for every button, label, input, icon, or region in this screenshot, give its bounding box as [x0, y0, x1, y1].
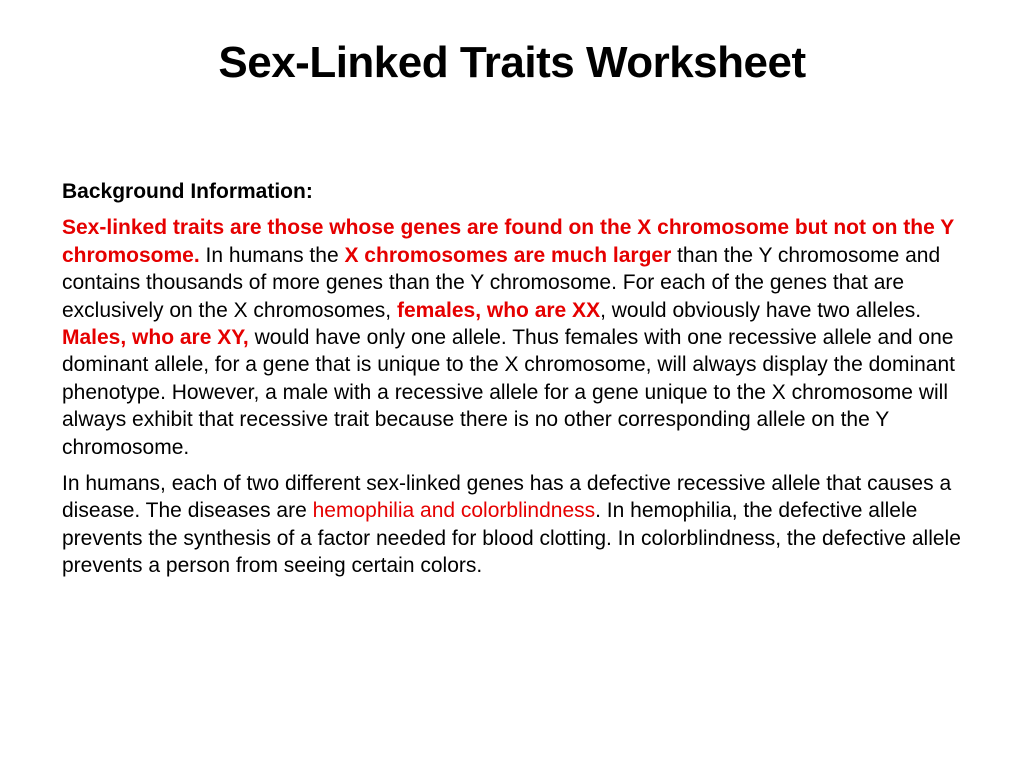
paragraph-text: than the Y chromosome and contains thousands of more genes than the Y chromosome. For each of the genes that are exclusively on the X chromosomes, [62, 243, 941, 322]
page-title: Sex-Linked Traits Worksheet [218, 38, 806, 87]
emphasis-males-xy: Males, who are XY, [62, 326, 249, 350]
paragraph-text: In humans, each of two different sex-linked genes has a defective recessive allele that causes a disease. The diseases are [62, 472, 952, 523]
paragraph-text: , would obviously have two alleles. [600, 298, 922, 322]
emphasis-diseases: hemophilia and colorblindness [312, 499, 596, 523]
paragraph-text: would have only one allele. Thus females with one recessive allele and one dominant allele, for a gene that is unique to the X chromosome, will always display the dominant phenotype. However, a male with a recessive allele for a gene unique to the X chromosome will always exhibit that recessive trait because there is no other corresponding allele on the Y chromosome. [62, 326, 955, 459]
emphasis-x-larger: X chromosomes are much larger [344, 243, 672, 267]
emphasis-females-xx: females, who are XX [396, 298, 601, 322]
paragraph-text: In humans the [199, 243, 345, 267]
paragraph-diseases [62, 470, 974, 580]
slide-body [62, 178, 974, 589]
section-heading: Background Information: [62, 180, 313, 203]
emphasis-sex-linked-definition: Sex-linked traits are those whose genes are found on the X chromosome but not on the Y chromosome. [62, 216, 954, 267]
paragraph-background [62, 214, 974, 461]
paragraph-text: . In hemophilia, the defective allele prevents the synthesis of a factor needed for blood clotting. In colorblindness, the defective allele prevents a person from seeing certain colors. [62, 499, 961, 578]
